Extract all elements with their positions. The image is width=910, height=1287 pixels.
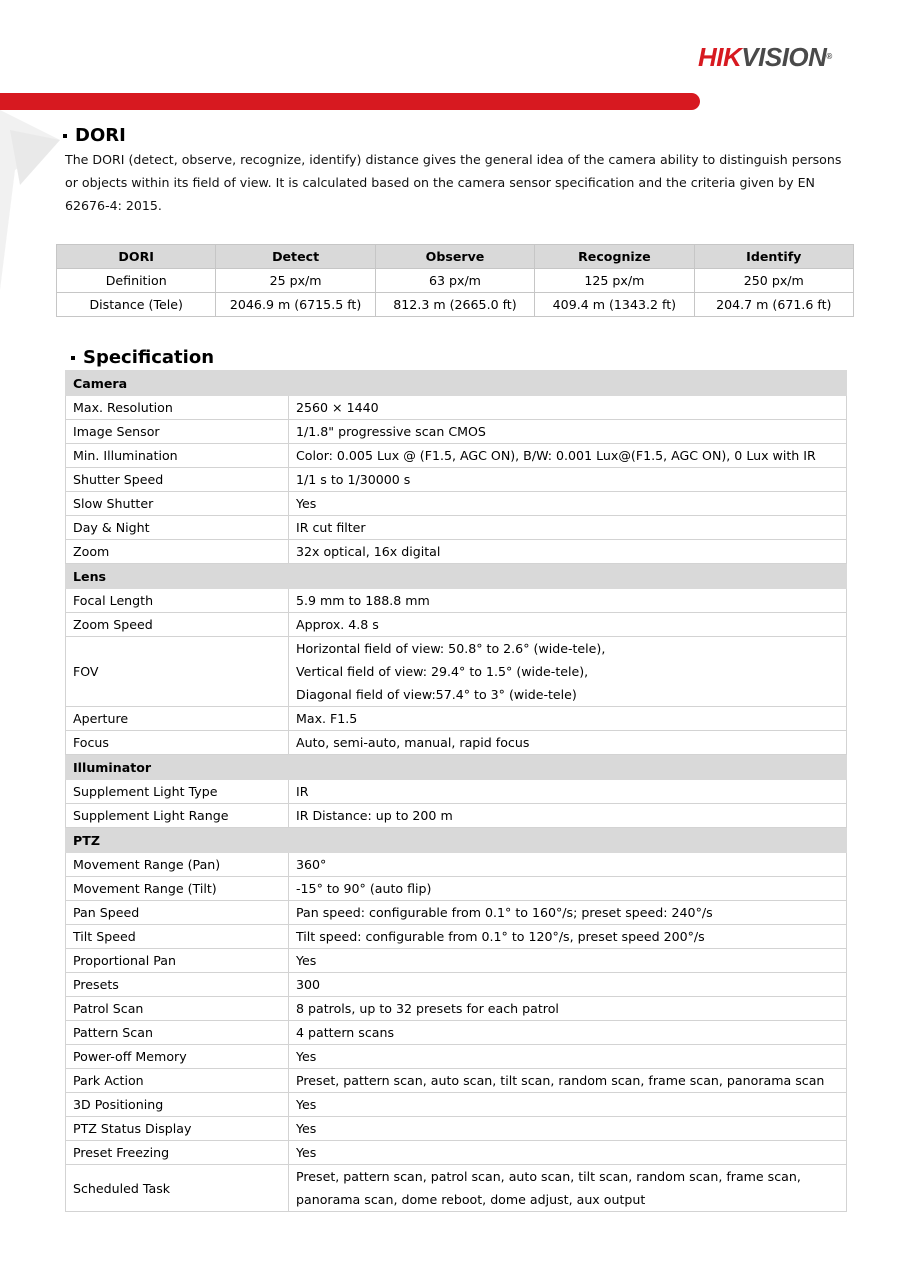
spec-value-line: 1/1 s to 1/30000 s [296,472,411,487]
spec-group-title: Lens [66,564,847,589]
spec-value [289,589,847,613]
spec-value-line: IR cut filter [296,520,366,535]
spec-row [66,1165,847,1212]
spec-row [66,973,847,997]
spec-row [66,877,847,901]
spec-value [289,444,847,468]
spec-value-line: 2560 × 1440 [296,400,379,415]
spec-value [289,637,847,707]
dori-cell: 63 px/m [375,269,534,293]
spec-value-line: Yes [296,1049,317,1064]
spec-group-row [66,828,847,853]
spec-value-line: Preset, pattern scan, patrol scan, auto scan, tilt scan, random scan, frame scan, [296,1169,801,1184]
spec-title-text: Specification [83,347,215,368]
registered-mark: ® [826,52,832,61]
dori-col-header: Detect [216,245,375,269]
spec-label: Scheduled Task [66,1165,289,1212]
spec-value-line: 5.9 mm to 188.8 mm [296,593,430,608]
spec-group-title: PTZ [66,828,847,853]
spec-row [66,1021,847,1045]
spec-value-line: Yes [296,1145,317,1160]
spec-value [289,804,847,828]
spec-label: Day & Night [66,516,289,540]
spec-row [66,420,847,444]
spec-value [289,731,847,755]
spec-value-line: 4 pattern scans [296,1025,395,1040]
spec-value-line: -15° to 90° (auto flip) [296,881,432,896]
spec-value-line: Preset, pattern scan, auto scan, tilt scan, random scan, frame scan, panorama scan [296,1073,825,1088]
spec-row [66,1045,847,1069]
spec-value-line: Yes [296,953,317,968]
spec-value [289,468,847,492]
spec-value-line: Pan speed: configurable from 0.1° to 160°/s; preset speed: 240°/s [296,905,713,920]
spec-row [66,468,847,492]
dori-description: The DORI (detect, observe, recognize, identify) distance gives the general idea of the camera ability to distinguish persons or objects within its field of view. It is calculated based on the camera sensor specification and the criteria given by EN 62676-4: 2015. [65,152,842,213]
spec-label: Min. Illumination [66,444,289,468]
dori-row [57,269,854,293]
section-bullet [71,356,75,360]
spec-label: Zoom [66,540,289,564]
spec-label: Zoom Speed [66,613,289,637]
spec-value [289,707,847,731]
spec-value-line: Yes [296,1097,317,1112]
spec-group-row [66,371,847,396]
spec-row [66,804,847,828]
spec-value [289,420,847,444]
spec-label: Power-off Memory [66,1045,289,1069]
dori-col-header: Observe [375,245,534,269]
brand-logo [698,42,868,72]
spec-group-row [66,755,847,780]
spec-value [289,540,847,564]
spec-value [289,613,847,637]
spec-value-line: panorama scan, dome reboot, dome adjust, aux output [296,1192,646,1207]
spec-value-line: Vertical field of view: 29.4° to 1.5° (wide-tele), [296,664,589,679]
dori-col-header: DORI [57,245,216,269]
dori-cell: 2046.9 m (6715.5 ft) [216,293,375,317]
spec-value-line: 1/1.8" progressive scan CMOS [296,424,486,439]
spec-row [66,613,847,637]
spec-value-line: IR [296,784,309,799]
spec-group-title: Illuminator [66,755,847,780]
dori-title-text: DORI [75,125,126,146]
spec-label: Aperture [66,707,289,731]
dori-col-header: Identify [694,245,853,269]
spec-label: 3D Positioning [66,1093,289,1117]
spec-value-line: Horizontal field of view: 50.8° to 2.6° (wide-tele), [296,641,606,656]
spec-row [66,540,847,564]
spec-value-line: 300 [296,977,321,992]
dori-cell: 409.4 m (1343.2 ft) [535,293,694,317]
spec-label: Supplement Light Range [66,804,289,828]
spec-value-line: IR Distance: up to 200 m [296,808,453,823]
spec-value [289,1045,847,1069]
dori-row [57,293,854,317]
spec-label: Shutter Speed [66,468,289,492]
spec-section-title [71,347,214,369]
brand-logo-vision: VISION [741,42,827,72]
dori-section-title [63,125,126,147]
spec-row [66,492,847,516]
dori-cell: 812.3 m (2665.0 ft) [375,293,534,317]
spec-label: PTZ Status Display [66,1117,289,1141]
dori-cell: 125 px/m [535,269,694,293]
spec-label: Pan Speed [66,901,289,925]
spec-value [289,1141,847,1165]
spec-row [66,589,847,613]
spec-value-line: Approx. 4.8 s [296,617,379,632]
spec-value [289,997,847,1021]
spec-value [289,1093,847,1117]
spec-label: Slow Shutter [66,492,289,516]
spec-label: Park Action [66,1069,289,1093]
spec-row [66,1117,847,1141]
spec-label: Pattern Scan [66,1021,289,1045]
spec-value [289,1165,847,1212]
spec-row [66,444,847,468]
spec-label: Movement Range (Tilt) [66,877,289,901]
spec-row [66,707,847,731]
spec-group-row [66,564,847,589]
spec-value-line: Tilt speed: configurable from 0.1° to 120°/s, preset speed 200°/s [296,929,705,944]
dori-cell: Definition [57,269,216,293]
section-bullet [63,134,67,138]
dori-header-row [57,245,854,269]
spec-value-line: Yes [296,1121,317,1136]
spec-row [66,1141,847,1165]
dori-cell: 204.7 m (671.6 ft) [694,293,853,317]
spec-value [289,1021,847,1045]
dori-table [56,244,854,317]
spec-value [289,973,847,997]
spec-label: Image Sensor [66,420,289,444]
spec-table-body [66,371,847,1212]
spec-label: Tilt Speed [66,925,289,949]
spec-label: FOV [66,637,289,707]
spec-value [289,492,847,516]
spec-row [66,516,847,540]
spec-row [66,949,847,973]
spec-label: Max. Resolution [66,396,289,420]
spec-row [66,780,847,804]
dori-cell: 250 px/m [694,269,853,293]
dori-col-header: Recognize [535,245,694,269]
spec-row [66,997,847,1021]
spec-row [66,1093,847,1117]
spec-label: Focus [66,731,289,755]
spec-value-line: Color: 0.005 Lux @ (F1.5, AGC ON), B/W: 0.001 Lux@(F1.5, AGC ON), 0 Lux with IR [296,448,816,463]
spec-label: Patrol Scan [66,997,289,1021]
spec-row [66,731,847,755]
spec-label: Movement Range (Pan) [66,853,289,877]
spec-row [66,901,847,925]
dori-cell: 25 px/m [216,269,375,293]
spec-value-line: Auto, semi-auto, manual, rapid focus [296,735,530,750]
spec-row [66,853,847,877]
spec-label: Focal Length [66,589,289,613]
spec-row [66,925,847,949]
spec-value-line: Max. F1.5 [296,711,358,726]
spec-value [289,1069,847,1093]
spec-label: Presets [66,973,289,997]
spec-label: Preset Freezing [66,1141,289,1165]
spec-value [289,1117,847,1141]
spec-table [65,370,847,1212]
dori-cell: Distance (Tele) [57,293,216,317]
header-accent-bar [0,93,700,110]
spec-value-line: Diagonal field of view:57.4° to 3° (wide-tele) [296,687,577,702]
spec-value [289,949,847,973]
spec-value [289,396,847,420]
spec-value-line: 360° [296,857,327,872]
spec-value-line: 32x optical, 16x digital [296,544,441,559]
spec-value [289,877,847,901]
spec-value [289,853,847,877]
spec-value [289,925,847,949]
brand-logo-hik: HIK [698,42,742,72]
spec-group-title: Camera [66,371,847,396]
spec-value-line: Yes [296,496,317,511]
spec-label: Supplement Light Type [66,780,289,804]
spec-value-line: 8 patrols, up to 32 presets for each patrol [296,1001,559,1016]
spec-value [289,516,847,540]
spec-row [66,396,847,420]
spec-value [289,901,847,925]
spec-label: Proportional Pan [66,949,289,973]
spec-value [289,780,847,804]
spec-row [66,637,847,707]
spec-row [66,1069,847,1093]
